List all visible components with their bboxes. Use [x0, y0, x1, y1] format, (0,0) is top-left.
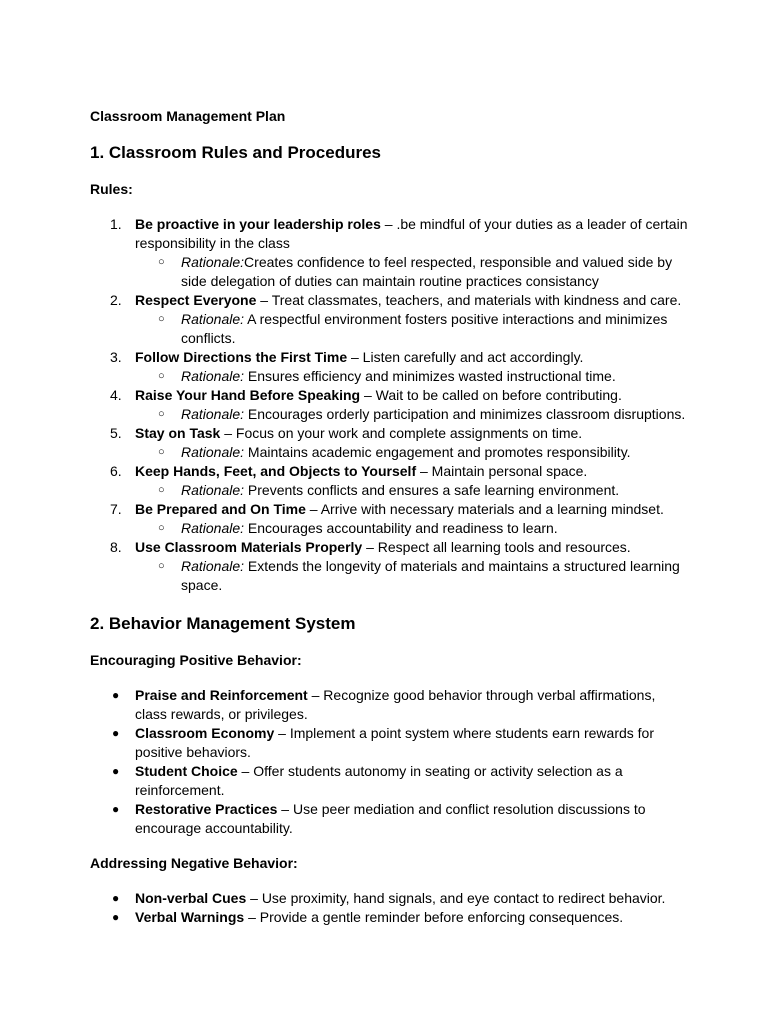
rule-text: – Arrive with necessary materials and a learning mindset. — [305, 501, 664, 517]
rule-text: – .be mindful of your duties as a leader of certain responsibility in the class — [135, 216, 688, 251]
rule-number: 3. — [110, 349, 122, 365]
rationale-label: Rationale: — [181, 444, 245, 460]
list-item — [90, 800, 690, 838]
rule-item — [90, 215, 690, 291]
negative-behavior-list — [90, 889, 690, 927]
negative-behavior-heading: Addressing Negative Behavior: — [90, 855, 298, 871]
rationale-text: Prevents conflicts and ensures a safe learning environment. — [244, 482, 620, 498]
hollow-circle-bullet-icon: ○ — [158, 408, 165, 420]
rule-text: – Wait to be called on before contributing. — [360, 387, 622, 403]
list-item — [90, 889, 690, 908]
rule-title: Keep Hands, Feet, and Objects to Yourself — [135, 463, 417, 479]
positive-behavior-list — [90, 686, 690, 838]
rule-title: Stay on Task — [135, 425, 221, 441]
item-title: Non-verbal Cues — [135, 890, 247, 906]
rule-title: Respect Everyone — [135, 292, 257, 308]
rule-text: – Focus on your work and complete assignments on time. — [220, 425, 583, 441]
item-title: Verbal Warnings — [135, 909, 245, 925]
hollow-circle-bullet-icon: ○ — [158, 560, 165, 572]
rationale-item — [90, 481, 690, 500]
document-title: Classroom Management Plan — [90, 108, 286, 124]
bullet-icon: ● — [112, 910, 120, 924]
item-title: Praise and Reinforcement — [135, 687, 308, 703]
bullet-icon: ● — [112, 688, 120, 702]
bullet-icon: ● — [112, 764, 120, 778]
rationale-text: Maintains academic engagement and promotes responsibility. — [244, 444, 631, 460]
item-text: – Offer students autonomy in seating or activity selection as a reinforcement. — [135, 763, 623, 798]
bullet-icon: ● — [112, 891, 120, 905]
rationale-item — [90, 253, 690, 291]
rules-subheading: Rules: — [90, 181, 133, 197]
rationale-item — [90, 557, 690, 595]
rule-title: Be Prepared and On Time — [135, 501, 306, 517]
item-text: – Use peer mediation and conflict resolution discussions to encourage accountability. — [135, 801, 646, 836]
rationale-label: Rationale: — [181, 558, 245, 574]
rationale-text: Creates confidence to feel respected, responsible and valued side by side delegation of duties can maintain routine practices consistancy — [181, 254, 673, 289]
bullet-icon: ● — [112, 802, 120, 816]
hollow-circle-bullet-icon: ○ — [158, 313, 165, 325]
rationale-text: Extends the longevity of materials and maintains a structured learning space. — [181, 558, 680, 593]
rationale-label: Rationale: — [181, 482, 245, 498]
rule-title: Follow Directions the First Time — [135, 349, 348, 365]
item-text: – Provide a gentle reminder before enforcing consequences. — [244, 909, 624, 925]
item-title: Classroom Economy — [135, 725, 275, 741]
rationale-label: Rationale: — [181, 368, 245, 384]
section-2 — [90, 613, 690, 927]
rule-text: – Maintain personal space. — [416, 463, 588, 479]
rationale-text: Encourages accountability and readiness to learn. — [244, 520, 558, 536]
list-item — [90, 762, 690, 800]
rule-number: 8. — [110, 539, 122, 555]
positive-behavior-heading: Encouraging Positive Behavior: — [90, 652, 302, 668]
rule-item — [90, 348, 690, 386]
rule-number: 6. — [110, 463, 122, 479]
rule-item — [90, 424, 690, 462]
rule-title: Raise Your Hand Before Speaking — [135, 387, 361, 403]
rationale-label: Rationale: — [181, 406, 245, 422]
rule-number: 7. — [110, 501, 122, 517]
section-2-heading: 2. Behavior Management System — [90, 614, 356, 633]
hollow-circle-bullet-icon: ○ — [158, 522, 165, 534]
rationale-item — [90, 405, 690, 424]
rationale-label: Rationale: — [181, 520, 245, 536]
rule-item — [90, 500, 690, 538]
rule-text: – Treat classmates, teachers, and materials with kindness and care. — [256, 292, 682, 308]
rule-text: – Respect all learning tools and resources. — [362, 539, 631, 555]
item-text: – Implement a point system where students earn rewards for positive behaviors. — [135, 725, 654, 760]
rationale-text: Encourages orderly participation and minimizes classroom disruptions. — [244, 406, 686, 422]
list-item — [90, 908, 690, 927]
rule-item — [90, 538, 690, 595]
item-title: Student Choice — [135, 763, 238, 779]
document-page — [90, 107, 690, 927]
rule-item — [90, 462, 690, 500]
rule-item — [90, 386, 690, 424]
rationale-item — [90, 367, 690, 386]
rationale-item — [90, 519, 690, 538]
rationale-label: Rationale: — [181, 311, 245, 327]
rule-number: 1. — [110, 216, 122, 232]
rule-number: 2. — [110, 292, 122, 308]
rule-title: Be proactive in your leadership roles — [135, 216, 381, 232]
hollow-circle-bullet-icon: ○ — [158, 484, 165, 496]
hollow-circle-bullet-icon: ○ — [158, 256, 165, 268]
hollow-circle-bullet-icon: ○ — [158, 446, 165, 458]
rule-title: Use Classroom Materials Properly — [135, 539, 363, 555]
hollow-circle-bullet-icon: ○ — [158, 370, 165, 382]
bullet-icon: ● — [112, 726, 120, 740]
item-title: Restorative Practices — [135, 801, 278, 817]
rationale-item — [90, 310, 690, 348]
rules-list — [90, 215, 690, 595]
rationale-label: Rationale: — [181, 254, 245, 270]
item-text: – Use proximity, hand signals, and eye contact to redirect behavior. — [246, 890, 666, 906]
list-item — [90, 686, 690, 724]
rule-number: 4. — [110, 387, 122, 403]
rule-number: 5. — [110, 425, 122, 441]
rule-text: – Listen carefully and act accordingly. — [347, 349, 584, 365]
list-item — [90, 724, 690, 762]
rationale-text: Ensures efficiency and minimizes wasted instructional time. — [244, 368, 616, 384]
rationale-text: A respectful environment fosters positive interactions and minimizes conflicts. — [181, 311, 668, 346]
item-text: – Recognize good behavior through verbal affirmations, class rewards, or privileges. — [135, 687, 656, 722]
section-1-heading: 1. Classroom Rules and Procedures — [90, 143, 381, 162]
rule-item — [90, 291, 690, 348]
rationale-item — [90, 443, 690, 462]
